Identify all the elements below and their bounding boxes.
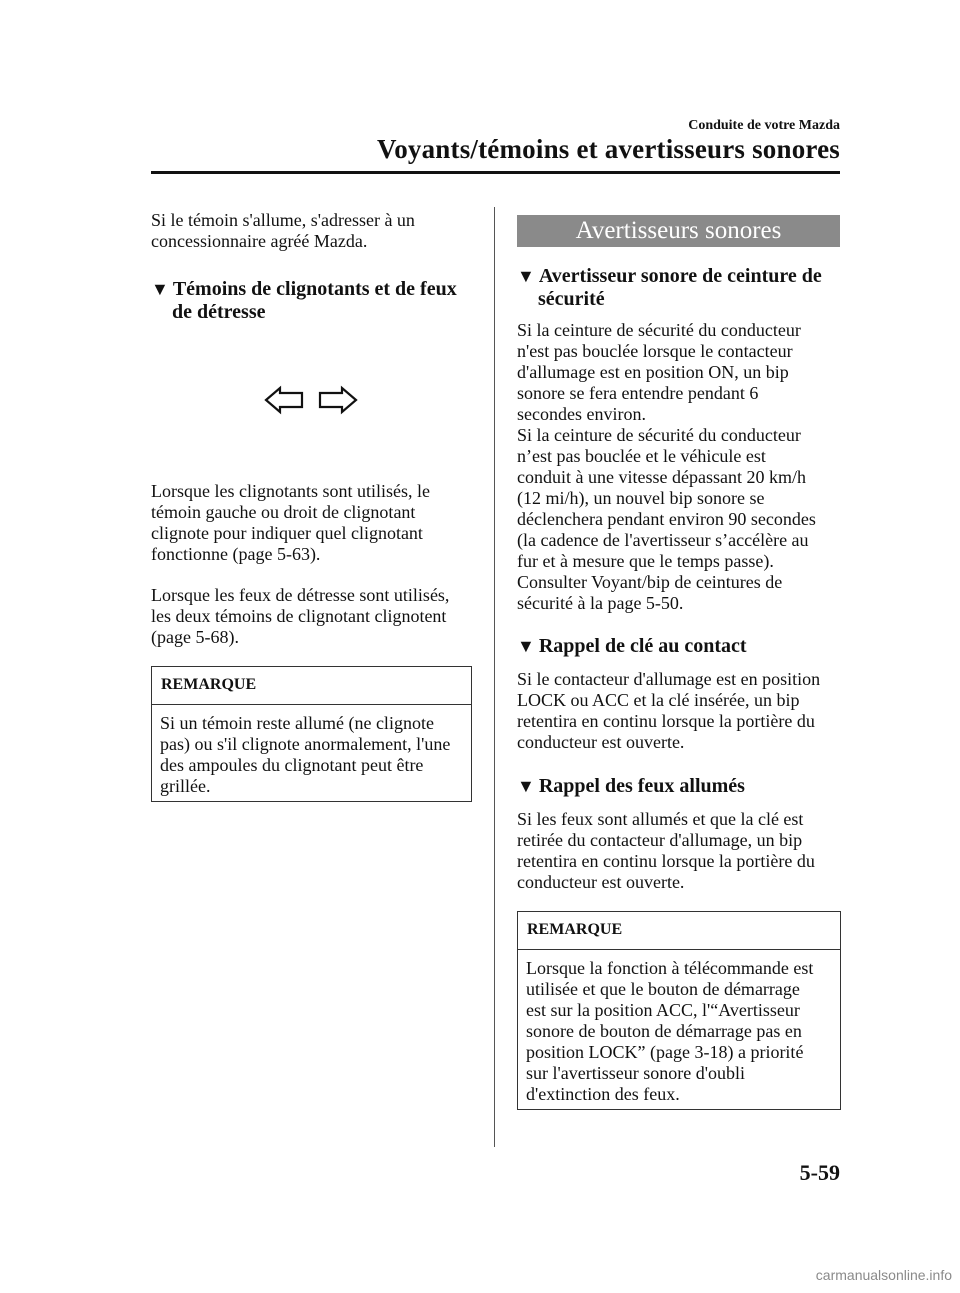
- text-line: Si le contacteur d'allumage est en position: [517, 669, 821, 689]
- heading-text: Témoins de clignotants et de feux: [172, 278, 457, 300]
- text-line: LOCK ou ACC et la clé insérée, un bip: [517, 690, 800, 710]
- text-line: d'allumage est en position ON, un bip: [517, 362, 789, 382]
- heading-text: Avertisseur sonore de ceinture de: [538, 265, 822, 287]
- text-line: secondes environ.: [517, 404, 646, 424]
- text-line: témoin gauche ou droit de clignotant: [151, 502, 416, 522]
- column-divider: [494, 207, 495, 1147]
- text-line: sonore de bouton de démarrage pas en: [526, 1021, 802, 1041]
- text-line: utilisée et que le bouton de démarrage: [526, 979, 800, 999]
- section-label: Conduite de votre Mazda: [688, 118, 840, 133]
- text-line: Si un témoin reste allumé (ne clignote: [160, 713, 434, 733]
- note-body: [518, 950, 840, 1113]
- text-line: sonore se fera entendre pendant 6: [517, 383, 759, 403]
- lights-reminder-paragraph: [517, 809, 842, 893]
- intro-paragraph: [151, 210, 481, 252]
- text-line: (la cadence de l'avertisseur s’accélère au: [517, 530, 809, 550]
- text-line: n'est pas bouclée lorsque le contacteur: [517, 341, 793, 361]
- text-line: sur l'avertisseur sonore d'oubli: [526, 1063, 745, 1083]
- text-line: conducteur est ouverte.: [517, 732, 685, 752]
- text-line: Consulter Voyant/bip de ceintures de: [517, 572, 783, 592]
- text-line: Lorsque les clignotants sont utilisés, le: [151, 481, 430, 501]
- note-box-left: [151, 666, 472, 802]
- heading-text: Rappel de clé au contact: [538, 635, 747, 657]
- text-line: fonctionne (page 5-63).: [151, 544, 321, 564]
- turn-signal-paragraph: [151, 481, 481, 565]
- text-line: sécurité à la page 5-50.: [517, 593, 684, 613]
- text-line: position LOCK” (page 3-18) a priorité: [526, 1042, 804, 1062]
- text-line: Si le témoin s'allume, s'adresser à un: [151, 210, 415, 230]
- note-title: REMARQUE: [152, 667, 471, 705]
- header-rule: [151, 171, 840, 174]
- text-line: des ampoules du clignotant peut être: [160, 755, 424, 775]
- text-line: (page 5-68).: [151, 627, 239, 647]
- text-line: déclenchera pendant environ 90 secondes: [517, 509, 816, 529]
- note-title: REMARQUE: [518, 912, 840, 950]
- text-line: retirée du contacteur d'allumage, un bip: [517, 830, 803, 850]
- turn-signal-arrows-icon: [262, 385, 362, 415]
- page-number: 5-59: [799, 1160, 840, 1185]
- note-body: [152, 705, 471, 805]
- watermark: carmanualsonline.info: [815, 1267, 952, 1283]
- text-line: est sur la position ACC, l'“Avertisseur: [526, 1000, 800, 1020]
- text-line: Si la ceinture de sécurité du conducteur: [517, 320, 801, 340]
- text-line: les deux témoins de clignotant clignotent: [151, 606, 447, 626]
- text-line: d'extinction des feux.: [526, 1084, 680, 1104]
- text-line: clignote pour indiquer quel clignotant: [151, 523, 423, 543]
- text-line: concessionnaire agréé Mazda.: [151, 231, 368, 251]
- heading-text: Rappel des feux allumés: [538, 775, 745, 797]
- page-title: Voyants/témoins et avertisseurs sonores: [376, 134, 840, 164]
- hazard-paragraph: [151, 585, 481, 648]
- section-heading-lights-reminder: [517, 775, 842, 798]
- note-box-right: [517, 911, 841, 1110]
- text-line: Si les feux sont allumés et que la clé est: [517, 809, 804, 829]
- section-heading-key-reminder: [517, 635, 842, 658]
- triangle-bullet-icon: ▼: [517, 776, 535, 796]
- section-banner: Avertisseurs sonores: [517, 215, 840, 247]
- text-line: Lorsque les feux de détresse sont utilisés,: [151, 585, 450, 605]
- text-line: grillée.: [160, 776, 211, 796]
- triangle-bullet-icon: ▼: [151, 279, 169, 299]
- text-line: n’est pas bouclée et le véhicule est: [517, 446, 766, 466]
- section-heading-seatbelt: [517, 265, 842, 311]
- text-line: Lorsque la fonction à télécommande est: [526, 958, 814, 978]
- text-line: retentira en continu lorsque la portière du: [517, 711, 815, 731]
- text-line: conduit à une vitesse dépassant 20 km/h: [517, 467, 806, 487]
- section-heading-turn-signals: [151, 278, 481, 324]
- text-line: fur et à mesure que le temps passe).: [517, 551, 774, 571]
- text-line: Si la ceinture de sécurité du conducteur: [517, 425, 801, 445]
- heading-text: sécurité: [538, 288, 605, 310]
- key-reminder-paragraph: [517, 669, 842, 753]
- text-line: retentira en continu lorsque la portière du: [517, 851, 815, 871]
- text-line: conducteur est ouverte.: [517, 872, 685, 892]
- text-line: pas) ou s'il clignote anormalement, l'une: [160, 734, 451, 754]
- triangle-bullet-icon: ▼: [517, 636, 535, 656]
- triangle-bullet-icon: ▼: [517, 266, 535, 286]
- heading-text: de détresse: [172, 301, 266, 323]
- seatbelt-paragraph: [517, 320, 842, 614]
- text-line: (12 mi/h), un nouvel bip sonore se: [517, 488, 765, 508]
